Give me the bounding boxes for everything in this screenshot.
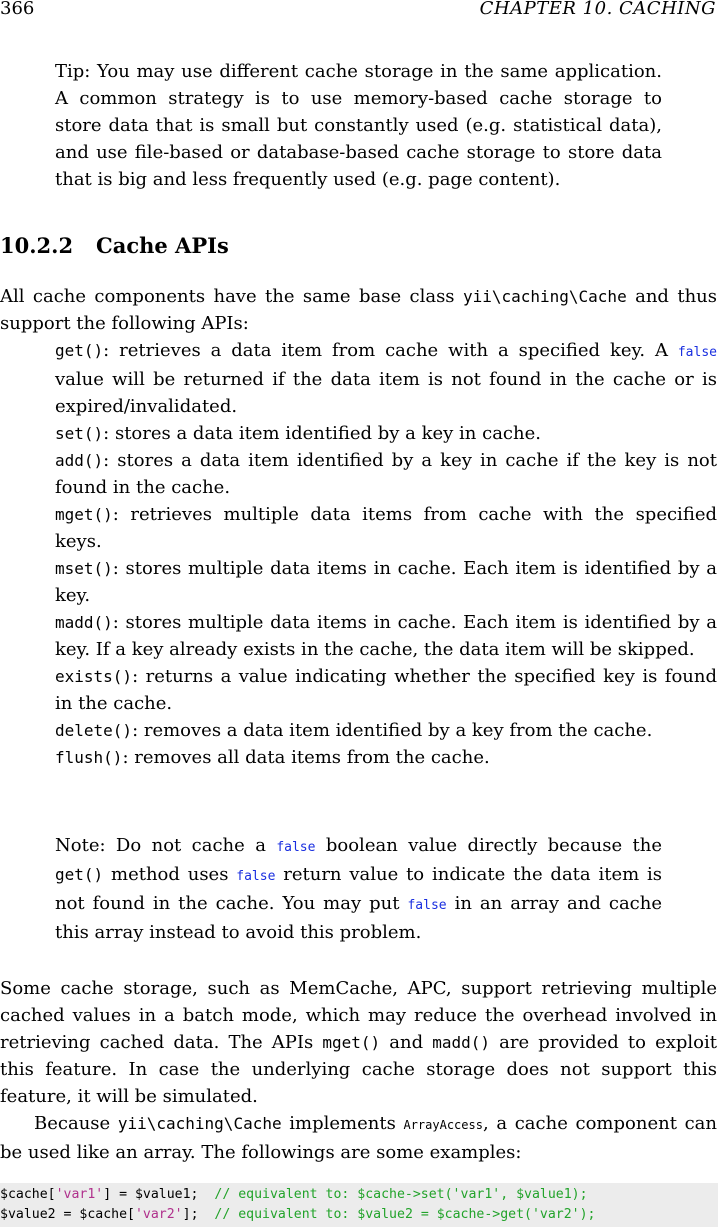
api-desc: : stores multiple data items in cache. Each item is identified by a key. If a key already exists in the cache, the data item will be skipped. — [55, 612, 717, 660]
api-name: set() — [55, 424, 104, 443]
api-desc: : stores a data item identified by a key in cache. — [103, 423, 541, 444]
api-item-mget — [55, 501, 717, 555]
api-name: madd() — [55, 613, 113, 632]
base-class-code: yii\caching\Cache — [462, 287, 627, 306]
tip-box — [55, 58, 662, 193]
keyword-false: false — [276, 840, 316, 855]
note-text: in an array and cache this array instead to avoid this problem. — [55, 893, 663, 943]
para-text: Because — [34, 1113, 118, 1134]
code-text: $cache[ — [0, 1187, 56, 1202]
arrayaccess-paragraph — [0, 1110, 717, 1166]
inline-code: ArrayAccess — [403, 1118, 483, 1132]
intro-text-end: and thus support the following APIs: — [0, 286, 717, 334]
api-desc: : removes a data item identified by a key from the cache. — [132, 720, 653, 741]
keyword-false: false — [407, 898, 447, 913]
code-string: 'var2' — [134, 1207, 183, 1222]
api-desc: : retrieves a data item from cache with a specified key. A — [103, 340, 678, 361]
api-desc: : removes all data items from the cache. — [122, 747, 490, 768]
inline-code: mget() — [322, 1033, 381, 1052]
keyword-false: false — [677, 345, 717, 360]
api-item-madd — [55, 609, 717, 663]
keyword-false: false — [236, 869, 276, 884]
intro-paragraph — [0, 283, 717, 337]
note-text: return value to indicate the data item is not found in the cache. You may put — [55, 864, 662, 914]
code-line — [0, 1185, 718, 1205]
section-heading — [0, 233, 229, 258]
api-item-set — [55, 420, 717, 447]
para-text: are provided to exploit this feature. In case the underlying cache storage does not support this feature, it will be simulated. — [0, 1032, 717, 1107]
api-name: mset() — [55, 559, 113, 578]
api-desc: : returns a value indicating whether the specified key is found in the cache. — [55, 666, 717, 714]
api-item-get — [55, 337, 717, 420]
para-text: implements — [281, 1113, 404, 1134]
intro-text: All cache components have the same base class — [0, 286, 463, 307]
section-number: 10.2.2 — [0, 233, 74, 258]
api-name: flush() — [55, 748, 123, 767]
api-item-exists — [55, 663, 717, 717]
batch-mode-paragraph — [0, 975, 717, 1110]
note-text: boolean value directly because the — [315, 835, 663, 856]
inline-code: yii\caching\Cache — [117, 1114, 282, 1133]
code-text: $value2 = $cache[ — [0, 1207, 135, 1222]
para-text: , a cache component can be used like an array. The followings are some examples: — [0, 1113, 717, 1163]
para-text: and — [380, 1032, 433, 1053]
api-item-add — [55, 447, 717, 501]
code-comment: // equivalent to: $cache->set('var1', $value1); — [214, 1187, 588, 1202]
section-title: Cache APIs — [96, 233, 229, 258]
code-text: ]; — [182, 1207, 215, 1222]
api-item-mset — [55, 555, 717, 609]
api-item-flush — [55, 744, 717, 771]
api-name: add() — [55, 451, 104, 470]
inline-code: get() — [55, 865, 104, 884]
page-header — [0, 0, 718, 22]
code-comment: // equivalent to: $value2 = $cache->get('var2'); — [214, 1207, 596, 1222]
para-text: Some cache storage, such as MemCache, APC, support retrieving multiple cached values in a batch mode, which may reduce the overhead involved in retrieving cached data. The APIs — [0, 978, 717, 1053]
api-name: delete() — [55, 721, 133, 740]
api-name: get() — [55, 341, 104, 360]
inline-code: madd() — [432, 1033, 491, 1052]
note-text: method uses — [103, 864, 237, 885]
code-block — [0, 1183, 718, 1227]
code-line — [0, 1205, 718, 1225]
tip-text: Tip: You may use different cache storage in the same application. A common strategy is to use memory-based cache storage to store data that is small but constantly used (e.g. statistical data), and use file-based or database-based cache storage to store data that is big and less frequently used (e.g. page content). — [55, 61, 662, 190]
api-item-delete — [55, 717, 717, 744]
running-title: CHAPTER 10. CACHING — [479, 0, 716, 19]
api-list — [55, 337, 717, 771]
api-name: exists() — [55, 667, 133, 686]
api-desc: : stores multiple data items in cache. Each item is identified by a key. — [55, 558, 717, 606]
api-name: mget() — [55, 505, 113, 524]
note-box — [55, 832, 662, 946]
api-desc: : retrieves multiple data items from cache with the specified keys. — [55, 504, 717, 552]
api-desc-end: value will be returned if the data item is not found in the cache or is expired/invalidated. — [55, 369, 717, 417]
code-text: ] = $value1; — [103, 1187, 215, 1202]
api-desc: : stores a data item identified by a key in cache if the key is not found in the cache. — [55, 450, 717, 498]
note-text: Note: Do not cache a — [55, 835, 277, 856]
page-number: 366 — [0, 0, 35, 19]
code-string: 'var1' — [55, 1187, 104, 1202]
